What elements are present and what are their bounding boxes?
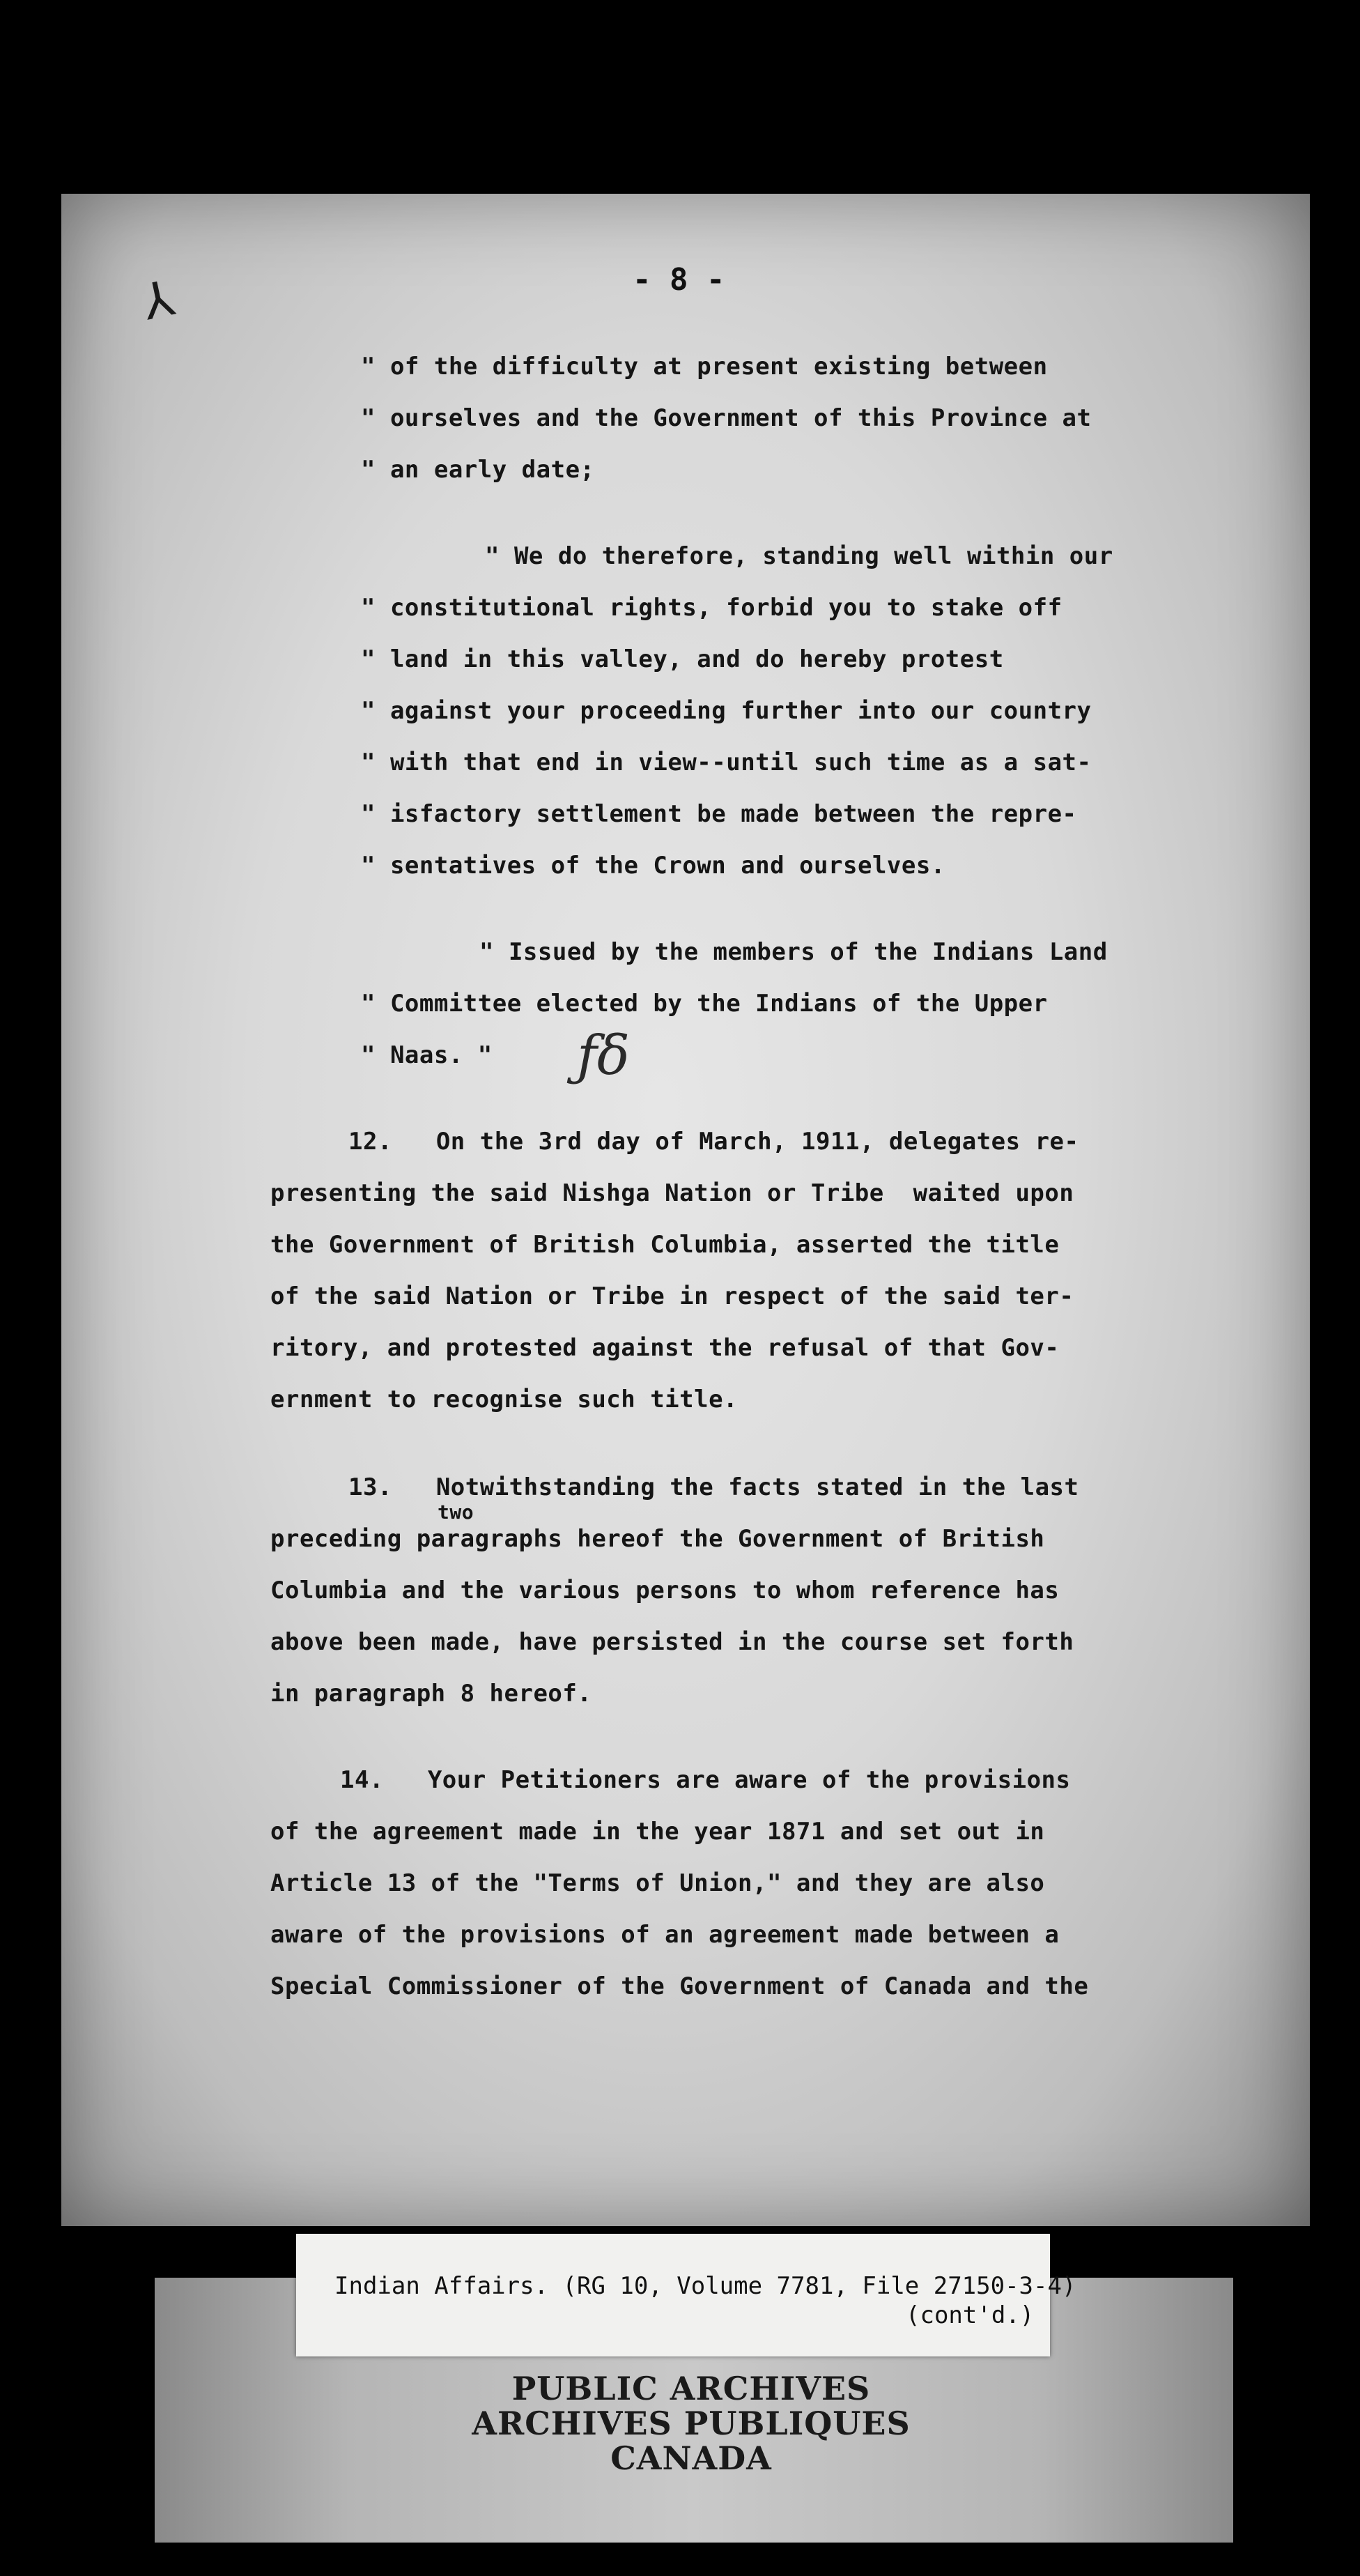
- text-line: " land in this valley, and do hereby protest: [361, 645, 1004, 673]
- text-line: preceding paragraphs hereof the Government of British: [270, 1525, 1045, 1553]
- archive-stamp-line-3: CANADA: [610, 2439, 772, 2477]
- archive-continued: (cont'd.): [906, 2301, 1035, 2329]
- text-line: the Government of British Columbia, asserted the title: [270, 1231, 1060, 1259]
- text-line: " an early date;: [361, 456, 595, 484]
- text-line: Article 13 of the "Terms of Union," and they are also: [270, 1869, 1045, 1897]
- text-line: " ourselves and the Government of this Province at: [361, 404, 1092, 432]
- document-page: [61, 194, 1310, 2226]
- text-line: 13. Notwithstanding the facts stated in the last: [348, 1473, 1079, 1501]
- text-line: 14. Your Petitioners are aware of the provisions: [340, 1766, 1071, 1794]
- text-line: " with that end in view--until such time as a sat-: [361, 749, 1092, 776]
- text-line: of the agreement made in the year 1871 and set out in: [270, 1818, 1045, 1846]
- inserted-word: two: [438, 1501, 474, 1524]
- text-line: ritory, and protested against the refusal of that Gov-: [270, 1334, 1060, 1362]
- text-line: " Naas. ": [361, 1041, 493, 1069]
- text-line: " isfactory settlement be made between the repre-: [361, 800, 1077, 828]
- page-number: - 8 -: [633, 262, 725, 298]
- text-line: above been made, have persisted in the course set forth: [270, 1628, 1074, 1656]
- text-line: " Committee elected by the Indians of the Upper: [361, 990, 1048, 1018]
- text-line: " of the difficulty at present existing between: [361, 353, 1048, 381]
- text-line: " constitutional rights, forbid you to stake off: [361, 594, 1062, 622]
- text-line: aware of the provisions of an agreement made between a: [270, 1921, 1060, 1949]
- archive-stamp-line-2: ARCHIVES PUBLIQUES: [472, 2405, 911, 2442]
- text-line: " We do therefore, standing well within our: [485, 542, 1113, 570]
- text-line: Columbia and the various persons to whom reference has: [270, 1577, 1060, 1604]
- text-line: " sentatives of the Crown and ourselves.: [361, 852, 945, 880]
- text-line: " against your proceeding further into our country: [361, 697, 1092, 725]
- handwritten-initials: ƒδ: [577, 1025, 630, 1087]
- text-line: presenting the said Nishga Nation or Tribe waited upon: [270, 1179, 1074, 1207]
- archive-stamp-line-1: PUBLIC ARCHIVES: [511, 2370, 871, 2407]
- text-line: 12. On the 3rd day of March, 1911, delegates re-: [348, 1128, 1079, 1156]
- text-line: of the said Nation or Tribe in respect of the said ter-: [270, 1282, 1074, 1310]
- text-line: ernment to recognise such title.: [270, 1386, 739, 1413]
- text-line: Special Commissioner of the Government of Canada and the: [270, 1972, 1089, 2000]
- text-line: " Issued by the members of the Indians Land: [479, 938, 1108, 966]
- text-line: in paragraph 8 hereof.: [270, 1680, 592, 1708]
- archive-citation: Indian Affairs. (RG 10, Volume 7781, File 27150-3-4): [334, 2272, 1076, 2300]
- margin-mark: ⅄: [137, 269, 179, 332]
